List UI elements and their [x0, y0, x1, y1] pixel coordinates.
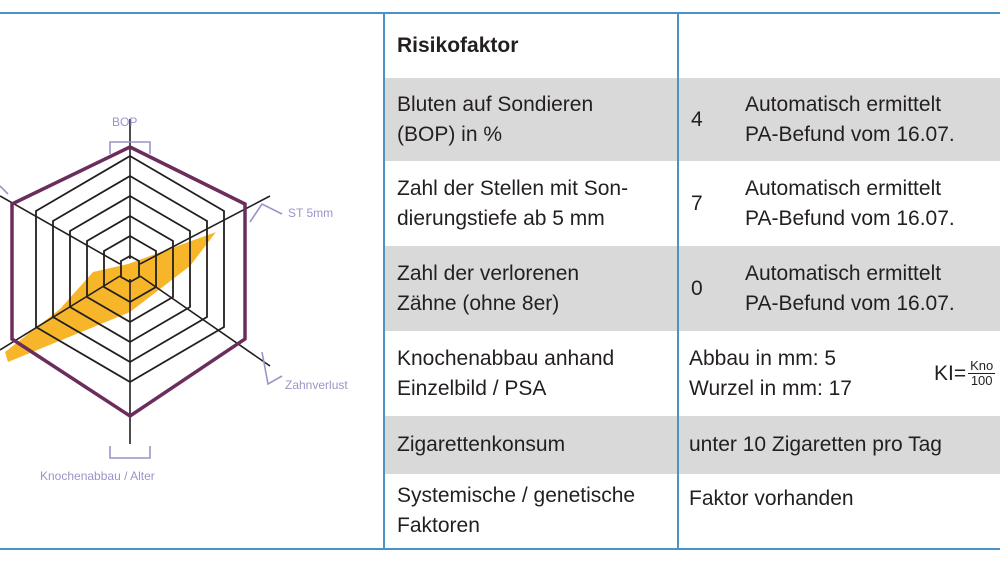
note-line: PA-Befund vom 16.07. — [745, 206, 955, 230]
header-risikofaktor: Risikofaktor — [397, 34, 519, 57]
note-line: PA-Befund vom 16.07. — [745, 122, 955, 146]
factor-line: Einzelbild / PSA — [397, 376, 547, 400]
factor-cell — [385, 331, 678, 416]
abbau-text: Abbau in mm: 5 — [689, 346, 837, 370]
value-cell — [678, 331, 1000, 416]
factor-line: Zähne (ohne 8er) — [397, 291, 560, 315]
note-line: Automatisch ermittelt — [745, 176, 942, 200]
systemisch-value: Faktor vorhanden — [689, 487, 854, 510]
factor-line: Zahl der Stellen mit Son- — [397, 176, 629, 200]
axis-left-upper — [0, 196, 120, 264]
value-number: 4 — [691, 107, 703, 131]
factor-cell: Zigarettenkonsum — [385, 416, 678, 474]
factor-line: dierungstiefe ab 5 mm — [397, 206, 605, 230]
axis-st — [140, 196, 270, 264]
note-line: PA-Befund vom 16.07. — [745, 291, 955, 315]
factor-line: Faktoren — [397, 514, 480, 537]
risk-table — [383, 14, 1000, 548]
factor-line: Systemische / genetische — [397, 484, 636, 507]
table-header-row — [385, 14, 1000, 78]
zigaretten-value: unter 10 Zigaretten pro Tag — [689, 433, 942, 456]
axis-zahn — [140, 276, 270, 366]
factor-cell — [385, 246, 678, 331]
value-cell — [678, 161, 1000, 246]
note-line: Automatisch ermittelt — [745, 261, 942, 285]
risk-radar-chart — [0, 14, 383, 548]
ki-formula — [934, 359, 995, 389]
label-zahnverlust: Zahnverlust — [285, 378, 348, 392]
marker-knochen — [110, 446, 150, 458]
header-value — [678, 14, 1000, 78]
value-number: 0 — [691, 276, 703, 300]
marker-zahn — [262, 352, 282, 384]
ki-eq: = — [953, 361, 967, 385]
marker-left — [0, 186, 8, 194]
label-st: ST 5mm — [288, 206, 334, 220]
value-cell — [678, 246, 1000, 331]
ki-label: KI — [934, 361, 954, 385]
label-bop: BOP — [112, 115, 138, 129]
factor-line: Bluten auf Sondieren — [397, 92, 594, 116]
table-row-systemisch — [385, 474, 1000, 548]
factor-line: Zahl der verlorenen — [397, 261, 580, 285]
factor-line: Knochenabbau anhand — [397, 346, 615, 370]
value-cell — [678, 474, 1000, 548]
value-cell — [678, 416, 1000, 474]
ki-numerator: Kno — [970, 358, 994, 373]
value-cell — [678, 78, 1000, 161]
bottom-border — [0, 548, 1000, 550]
table-row-bop — [385, 78, 1000, 161]
table-row-knochen — [385, 331, 1000, 416]
label-knochenabbau: Knochenabbau / Alter — [40, 469, 155, 483]
factor-line: (BOP) in % — [397, 122, 503, 146]
factor-cell — [385, 78, 678, 161]
factor-cell — [385, 161, 678, 246]
marker-st — [250, 204, 282, 222]
table-row-zaehne — [385, 246, 1000, 331]
factor-cell — [385, 474, 678, 548]
table-row-st — [385, 161, 1000, 246]
radar-svg — [0, 14, 383, 548]
table-row-zigaretten — [385, 416, 1000, 474]
note-line: Automatisch ermittelt — [745, 92, 942, 116]
value-number: 7 — [691, 191, 703, 215]
wurzel-text: Wurzel in mm: 17 — [689, 376, 852, 400]
ki-denominator: 100 — [970, 373, 993, 388]
